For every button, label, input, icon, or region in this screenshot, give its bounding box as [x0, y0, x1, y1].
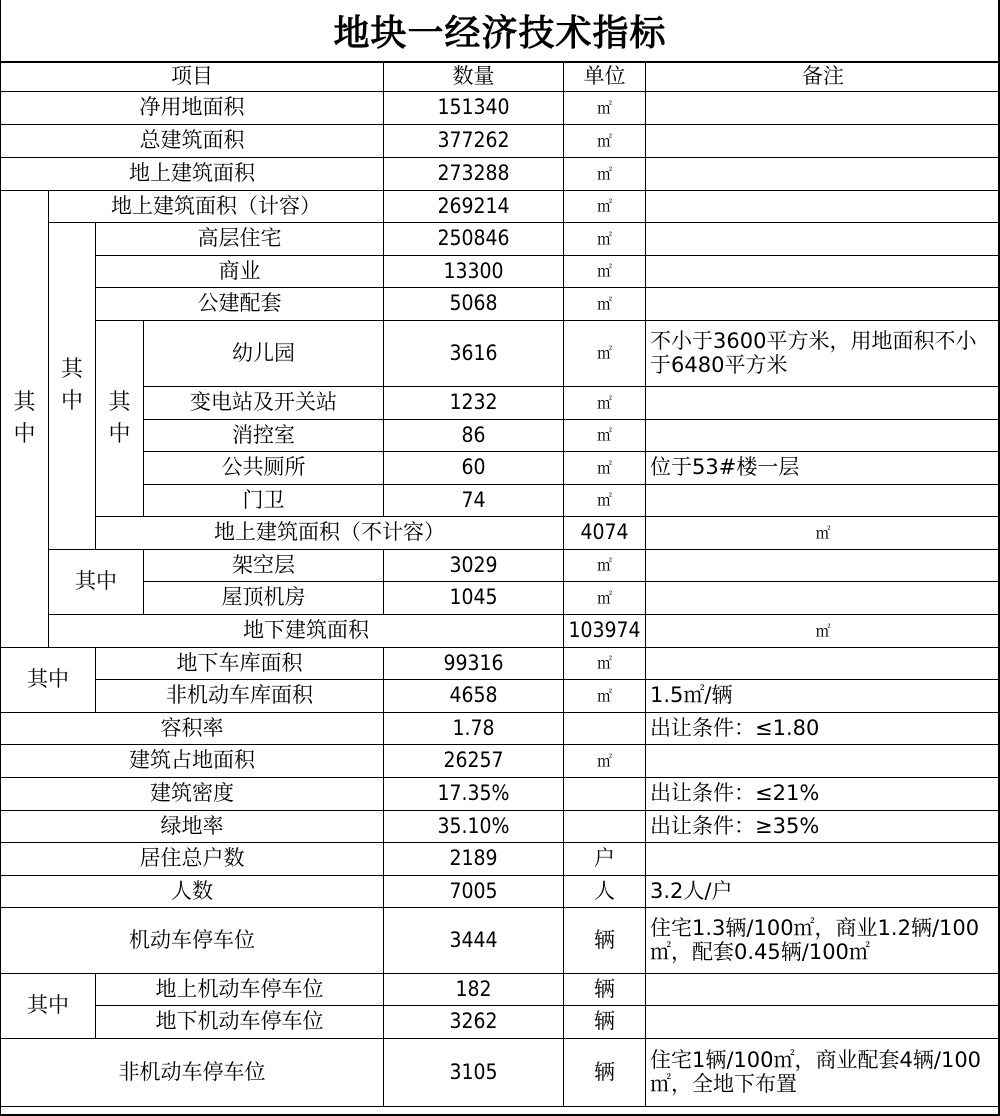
table-row — [1, 387, 1000, 420]
row-label: 消控室 — [144, 420, 384, 452]
row-value: 1232 — [384, 387, 564, 420]
row-label: 屋顶机房 — [144, 582, 384, 615]
row-note: 出让条件：≥35% — [646, 811, 1000, 843]
row-label: 居住总户数 — [1, 843, 384, 876]
header-quantity: 数量 — [384, 62, 564, 92]
row-value: 273288 — [384, 158, 564, 191]
row-note: 不小于3600平方米，用地面积不小于6480平方米 — [646, 321, 1000, 387]
row-value: 182 — [384, 974, 564, 1006]
row-unit: ㎡ — [564, 158, 646, 191]
row-label: 门卫 — [144, 485, 384, 517]
row-unit: ㎡ — [564, 648, 646, 680]
row-note — [646, 550, 1000, 582]
row-value: 3444 — [384, 908, 564, 974]
row-unit — [564, 778, 646, 811]
table-row — [1, 92, 1000, 125]
group-label-far — [49, 223, 96, 550]
row-value: 60 — [384, 452, 564, 485]
row-label: 公建配套 — [96, 288, 384, 321]
row-label: 绿地率 — [1, 811, 384, 843]
row-value: 2189 — [384, 843, 564, 876]
row-label: 幼儿园 — [144, 321, 384, 387]
row-label: 变电站及开关站 — [144, 387, 384, 420]
row-value: 3105 — [384, 1039, 564, 1107]
row-note — [646, 485, 1000, 517]
row-note — [646, 420, 1000, 452]
row-label: 地下车库面积 — [96, 648, 384, 680]
row-unit: ㎡ — [564, 321, 646, 387]
row-note — [646, 1006, 1000, 1039]
row-label: 地上建筑面积 — [1, 158, 384, 191]
row-note — [646, 223, 1000, 256]
row-unit: 辆 — [564, 908, 646, 974]
row-value: 250846 — [384, 223, 564, 256]
table-row — [1, 452, 1000, 485]
row-unit — [564, 713, 646, 745]
row-note: 出让条件：≤1.80 — [646, 713, 1000, 745]
row-value: 151340 — [384, 92, 564, 125]
row-note: 1.5㎡/辆 — [646, 680, 1000, 713]
row-note — [646, 92, 1000, 125]
header-unit: 单位 — [564, 62, 646, 92]
row-note — [646, 387, 1000, 420]
row-label: 公共厕所 — [144, 452, 384, 485]
row-value: 1.78 — [384, 713, 564, 745]
row-unit: ㎡ — [564, 92, 646, 125]
row-value: 35.10% — [384, 811, 564, 843]
table-row — [1, 158, 1000, 191]
row-note — [646, 843, 1000, 876]
row-unit: ㎡ — [564, 223, 646, 256]
row-value: 103974 — [564, 615, 646, 648]
group-label-parking: 其中 — [1, 974, 96, 1039]
row-unit: 户 — [564, 843, 646, 876]
row-note — [646, 974, 1000, 1006]
row-unit: ㎡ — [564, 485, 646, 517]
table-row — [1, 420, 1000, 452]
row-value: 99316 — [384, 648, 564, 680]
row-unit: ㎡ — [646, 615, 1000, 648]
table-row — [1, 843, 1000, 876]
table-row — [1, 485, 1000, 517]
row-unit: 辆 — [564, 1006, 646, 1039]
row-label: 地下机动车停车位 — [96, 1006, 384, 1039]
row-note — [646, 191, 1000, 223]
row-label: 地上建筑面积（计容） — [49, 191, 384, 223]
sheet-title: 地块一经济技术指标 — [0, 0, 1000, 63]
table-header-row — [1, 62, 1000, 92]
row-note — [646, 158, 1000, 191]
row-note: 住宅1辆/100㎡，商业配套4辆/100㎡，全地下布置 — [646, 1039, 1000, 1107]
row-label: 人数 — [1, 876, 384, 908]
table-row — [1, 811, 1000, 843]
table-row — [1, 321, 1000, 387]
table-row — [1, 582, 1000, 615]
row-value: 26257 — [384, 745, 564, 778]
row-note: 位于53#楼一层 — [646, 452, 1000, 485]
row-unit: 辆 — [564, 1039, 646, 1107]
row-label: 商业 — [96, 256, 384, 288]
group-char: 其 — [60, 357, 83, 383]
row-unit: ㎡ — [564, 420, 646, 452]
row-label: 总建筑面积 — [1, 125, 384, 158]
row-note — [646, 288, 1000, 321]
row-label: 高层住宅 — [96, 223, 384, 256]
row-unit: ㎡ — [564, 288, 646, 321]
row-note — [646, 125, 1000, 158]
group-char: 中 — [13, 422, 36, 447]
table-row — [1, 1039, 1000, 1107]
indicator-table — [0, 61, 1000, 1107]
row-note — [646, 745, 1000, 778]
group-label-above — [1, 191, 49, 648]
row-unit: ㎡ — [564, 745, 646, 778]
row-label: 地下建筑面积 — [49, 615, 564, 648]
row-note: 3.2人/户 — [646, 876, 1000, 908]
row-unit — [564, 811, 646, 843]
row-unit: ㎡ — [564, 125, 646, 158]
header-item: 项目 — [1, 62, 384, 92]
row-unit: ㎡ — [564, 256, 646, 288]
table-row — [1, 517, 1000, 550]
row-unit: 辆 — [564, 974, 646, 1006]
row-value: 17.35% — [384, 778, 564, 811]
row-label: 建筑占地面积 — [1, 745, 384, 778]
table-row — [1, 680, 1000, 713]
row-value: 74 — [384, 485, 564, 517]
row-unit: ㎡ — [564, 452, 646, 485]
row-unit: ㎡ — [564, 550, 646, 582]
table-row — [1, 1006, 1000, 1039]
table-row — [1, 876, 1000, 908]
row-value: 3616 — [384, 321, 564, 387]
row-value: 13300 — [384, 256, 564, 288]
group-label-under: 其中 — [1, 648, 96, 713]
table-row — [1, 745, 1000, 778]
row-note — [646, 648, 1000, 680]
row-value: 4074 — [564, 517, 646, 550]
row-label: 建筑密度 — [1, 778, 384, 811]
table-row — [1, 223, 1000, 256]
row-value: 7005 — [384, 876, 564, 908]
row-label: 架空层 — [144, 550, 384, 582]
row-label: 非机动车停车位 — [1, 1039, 384, 1107]
row-value: 3262 — [384, 1006, 564, 1039]
row-unit: 人 — [564, 876, 646, 908]
row-label: 容积率 — [1, 713, 384, 745]
row-value: 377262 — [384, 125, 564, 158]
table-row — [1, 288, 1000, 321]
row-value: 3029 — [384, 550, 564, 582]
row-value: 1045 — [384, 582, 564, 615]
group-char: 中 — [108, 421, 131, 447]
table-row — [1, 713, 1000, 745]
table-row — [1, 778, 1000, 811]
group-char: 其 — [108, 389, 131, 415]
row-unit: ㎡ — [564, 387, 646, 420]
row-value: 269214 — [384, 191, 564, 223]
row-note — [646, 256, 1000, 288]
row-unit: ㎡ — [564, 680, 646, 713]
header-note: 备注 — [646, 62, 1000, 92]
row-label: 机动车停车位 — [1, 908, 384, 974]
row-label: 地上建筑面积（不计容） — [96, 517, 564, 550]
row-value: 4658 — [384, 680, 564, 713]
table-row — [1, 648, 1000, 680]
table-row — [1, 615, 1000, 648]
row-value: 86 — [384, 420, 564, 452]
table-row — [1, 191, 1000, 223]
row-label: 净用地面积 — [1, 92, 384, 125]
row-value: 5068 — [384, 288, 564, 321]
group-label-nonfar: 其中 — [49, 550, 144, 615]
table-row — [1, 256, 1000, 288]
table-row — [1, 125, 1000, 158]
table-row — [1, 550, 1000, 582]
row-note — [646, 582, 1000, 615]
row-unit: ㎡ — [646, 517, 1000, 550]
row-unit: ㎡ — [564, 191, 646, 223]
group-char: 中 — [60, 389, 83, 414]
row-unit: ㎡ — [564, 582, 646, 615]
row-label: 地上机动车停车位 — [96, 974, 384, 1006]
group-label-public — [96, 321, 144, 517]
row-label: 非机动车库面积 — [96, 680, 384, 713]
group-char: 其 — [13, 390, 36, 416]
table-row — [1, 974, 1000, 1006]
table-row — [1, 908, 1000, 974]
row-note: 住宅1.3辆/100㎡，商业1.2辆/100㎡，配套0.45辆/100㎡ — [646, 908, 1000, 974]
row-note: 出让条件：≤21% — [646, 778, 1000, 811]
